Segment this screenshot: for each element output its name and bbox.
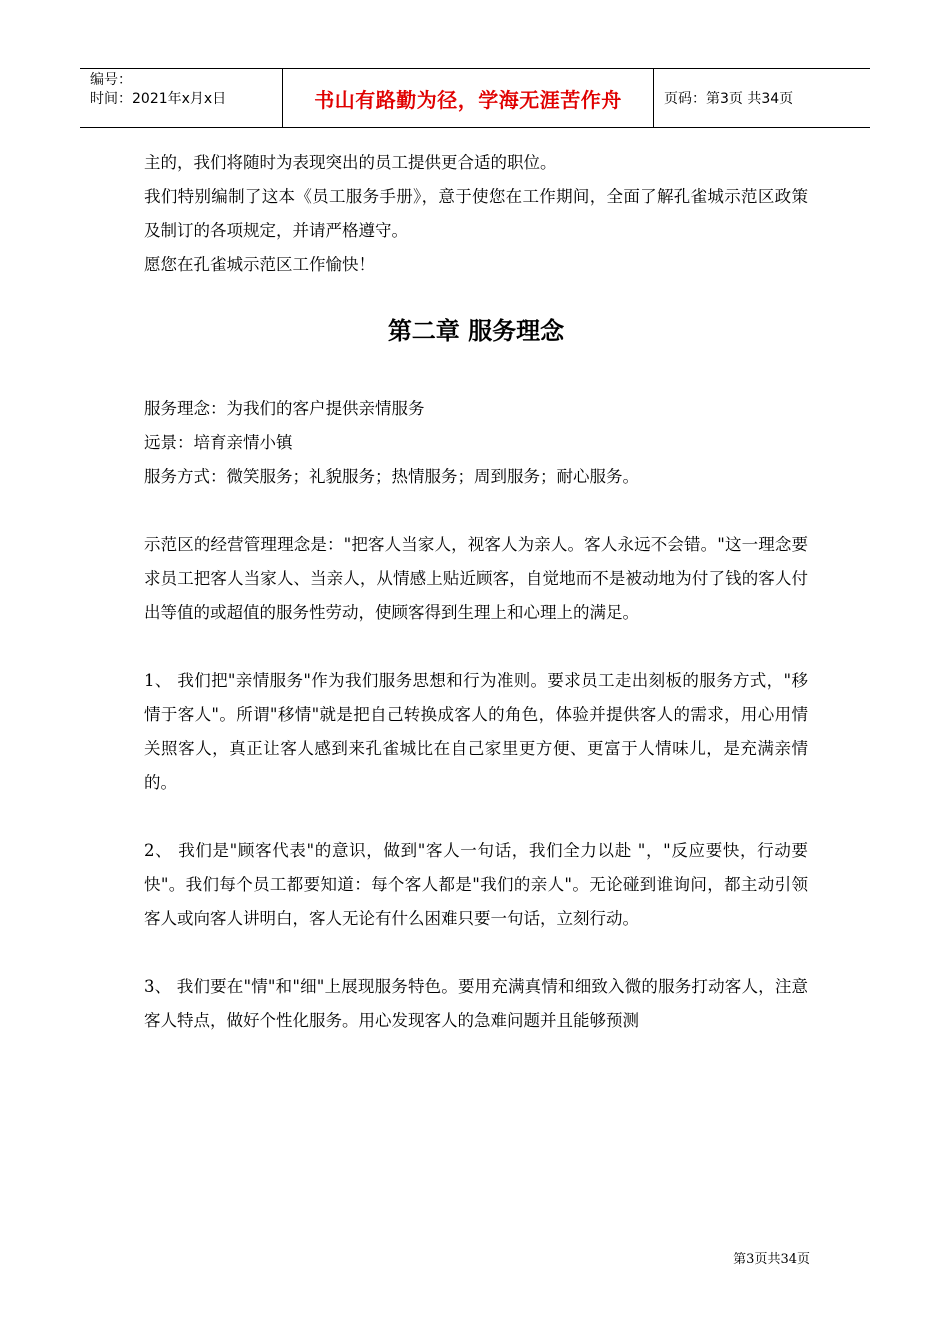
header-page-label: 页码：第3页 共34页 — [664, 91, 794, 107]
chapter-title: 第二章 服务理念 — [387, 317, 565, 345]
spacer — [144, 494, 808, 528]
header-motto-cell — [282, 69, 654, 127]
philosophy-paragraph: 示范区的经营管理理念是："把客人当家人，视客人为亲人。客人永远不会错。"这一理念要求员工把客人当家人、当亲人，从情感上贴近顾客，自觉地而不是被动地为付了钱的客人付出等值的或超值的服务性劳动，使顾客得到生理上和心理上的满足。 — [144, 535, 808, 622]
list-item-1: 1、 我们把"亲情服务"作为我们服务思想和行为准则。要求员工走出刻板的服务方式，"移情于客人"。所谓"移情"就是把自己转换成客人的角色，体验并提供客人的需求，用心用情关照客人，真正让客人感到来孔雀城比在自己家里更方便、更富于人情味儿，是充满亲情的。 — [144, 671, 808, 792]
concept-line-1: 服务理念：为我们的客户提供亲情服务 — [144, 399, 425, 418]
document-number-label: 编号： — [90, 72, 132, 88]
document-body — [144, 146, 808, 1038]
page-footer: 第3页共34页 — [733, 1252, 810, 1267]
document-date: 时间：2021年x月x日 — [90, 91, 227, 107]
spacer — [144, 630, 808, 664]
header-info — [80, 69, 282, 127]
intro-paragraph-3: 愿您在孔雀城示范区工作愉快！ — [144, 255, 375, 274]
intro-paragraph-1: 主的，我们将随时为表现突出的员工提供更合适的职位。 — [144, 153, 557, 172]
list-item-3: 3、 我们要在"情"和"细"上展现服务特色。要用充满真情和细致入微的服务打动客人，注意客人特点，做好个性化服务。用心发现客人的急难问题并且能够预测 — [144, 977, 808, 1030]
spacer — [144, 800, 808, 834]
header-page-info — [654, 69, 870, 127]
concept-line-2: 远景：培育亲情小镇 — [144, 433, 293, 452]
page-header — [80, 68, 870, 128]
concept-line-3: 服务方式：微笑服务；礼貌服务；热情服务；周到服务；耐心服务。 — [144, 467, 639, 486]
list-item-2: 2、 我们是"顾客代表"的意识，做到"客人一句话，我们全力以赴 "，"反应要快，行动要快"。我们每个员工都要知道：每个客人都是"我们的亲人"。无论碰到谁询问，都主动引领客人或向客人讲明白，客人无论有什么困难只要一句话，立刻行动。 — [144, 841, 808, 928]
header-motto: 书山有路勤为径，学海无涯苦作舟 — [314, 87, 622, 112]
intro-paragraph-2: 我们特别编制了这本《员工服务手册》，意于使您在工作期间，全面了解孔雀城示范区政策及制订的各项规定，并请严格遵守。 — [144, 187, 808, 240]
spacer — [144, 936, 808, 970]
